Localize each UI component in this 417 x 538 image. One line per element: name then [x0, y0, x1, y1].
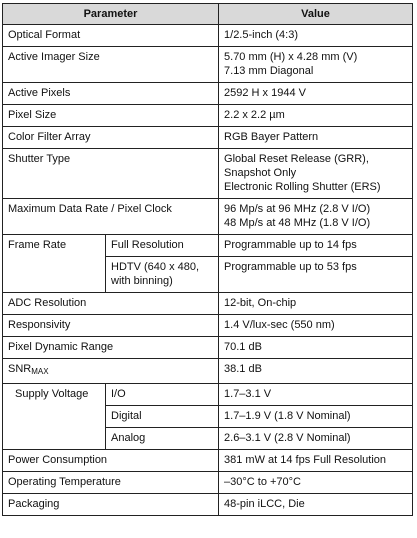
param-power-consumption: Power Consumption: [3, 450, 219, 472]
value-line: Snapshot Only: [224, 167, 297, 179]
param-digital: Digital: [106, 406, 219, 428]
value-operating-temperature: –30°C to +70°C: [219, 472, 413, 494]
table-row: [3, 47, 413, 83]
spec-table: [2, 3, 413, 516]
value-analog: 2.6–3.1 V (2.8 V Nominal): [219, 428, 413, 450]
value-power-consumption: 381 mW at 14 fps Full Resolution: [219, 450, 413, 472]
param-analog: Analog: [106, 428, 219, 450]
header-parameter: Parameter: [3, 4, 219, 25]
table-row: [3, 315, 413, 337]
value-optical-format: 1/2.5-inch (4:3): [219, 25, 413, 47]
value-max-data-rate: [219, 199, 413, 235]
param-active-imager-size: Active Imager Size: [3, 47, 219, 83]
param-snr-max: [3, 359, 219, 384]
value-adc-resolution: 12-bit, On-chip: [219, 293, 413, 315]
value-line: Electronic Rolling Shutter (ERS): [224, 181, 381, 193]
value-line: Global Reset Release (GRR),: [224, 153, 369, 165]
param-operating-temperature: Operating Temperature: [3, 472, 219, 494]
param-line: with binning): [111, 275, 173, 287]
value-active-pixels: 2592 H x 1944 V: [219, 83, 413, 105]
snr-label: SNR: [8, 363, 32, 375]
param-optical-format: Optical Format: [3, 25, 219, 47]
table-row: [3, 127, 413, 149]
value-snr-max: 38.1 dB: [219, 359, 413, 384]
param-active-pixels: Active Pixels: [3, 83, 219, 105]
header-value: Value: [219, 4, 413, 25]
table-row: [3, 199, 413, 235]
value-pixel-dynamic-range: 70.1 dB: [219, 337, 413, 359]
param-pixel-dynamic-range: Pixel Dynamic Range: [3, 337, 219, 359]
value-pixel-size: 2.2 x 2.2 µm: [219, 105, 413, 127]
param-adc-resolution: ADC Resolution: [3, 293, 219, 315]
table-row: [3, 293, 413, 315]
param-max-data-rate: Maximum Data Rate / Pixel Clock: [3, 199, 219, 235]
table-row: [3, 83, 413, 105]
value-packaging: 48-pin iLCC, Die: [219, 494, 413, 516]
value-line: 5.70 mm (H) x 4.28 mm (V): [224, 51, 358, 63]
table-row: [3, 235, 413, 257]
value-shutter-type: [219, 149, 413, 199]
value-color-filter-array: RGB Bayer Pattern: [219, 127, 413, 149]
table-row: [3, 494, 413, 516]
param-shutter-type: Shutter Type: [3, 149, 219, 199]
param-color-filter-array: Color Filter Array: [3, 127, 219, 149]
value-line: 48 Mp/s at 48 MHz (1.8 V I/O): [224, 217, 371, 229]
value-hdtv: Programmable up to 53 fps: [219, 257, 413, 293]
value-active-imager-size: [219, 47, 413, 83]
table-row: [3, 25, 413, 47]
param-frame-rate: Frame Rate: [3, 235, 106, 293]
table-row: [3, 105, 413, 127]
param-packaging: Packaging: [3, 494, 219, 516]
param-supply-voltage: Supply Voltage: [3, 384, 106, 450]
table-row: [3, 450, 413, 472]
param-full-resolution: Full Resolution: [106, 235, 219, 257]
snr-subscript: MAX: [31, 367, 49, 376]
param-responsivity: Responsivity: [3, 315, 219, 337]
value-line: 96 Mp/s at 96 MHz (2.8 V I/O): [224, 203, 371, 215]
table-row: [3, 472, 413, 494]
table-row: [3, 337, 413, 359]
table-row: [3, 149, 413, 199]
value-line: 7.13 mm Diagonal: [224, 65, 314, 77]
table-row: [3, 384, 413, 406]
param-line: HDTV (640 x 480,: [111, 261, 200, 273]
value-digital: 1.7–1.9 V (1.8 V Nominal): [219, 406, 413, 428]
header-row: [3, 4, 413, 25]
param-io: I/O: [106, 384, 219, 406]
value-responsivity: 1.4 V/lux-sec (550 nm): [219, 315, 413, 337]
table-row: [3, 359, 413, 384]
value-full-resolution: Programmable up to 14 fps: [219, 235, 413, 257]
value-io: 1.7–3.1 V: [219, 384, 413, 406]
param-hdtv: [106, 257, 219, 293]
param-pixel-size: Pixel Size: [3, 105, 219, 127]
